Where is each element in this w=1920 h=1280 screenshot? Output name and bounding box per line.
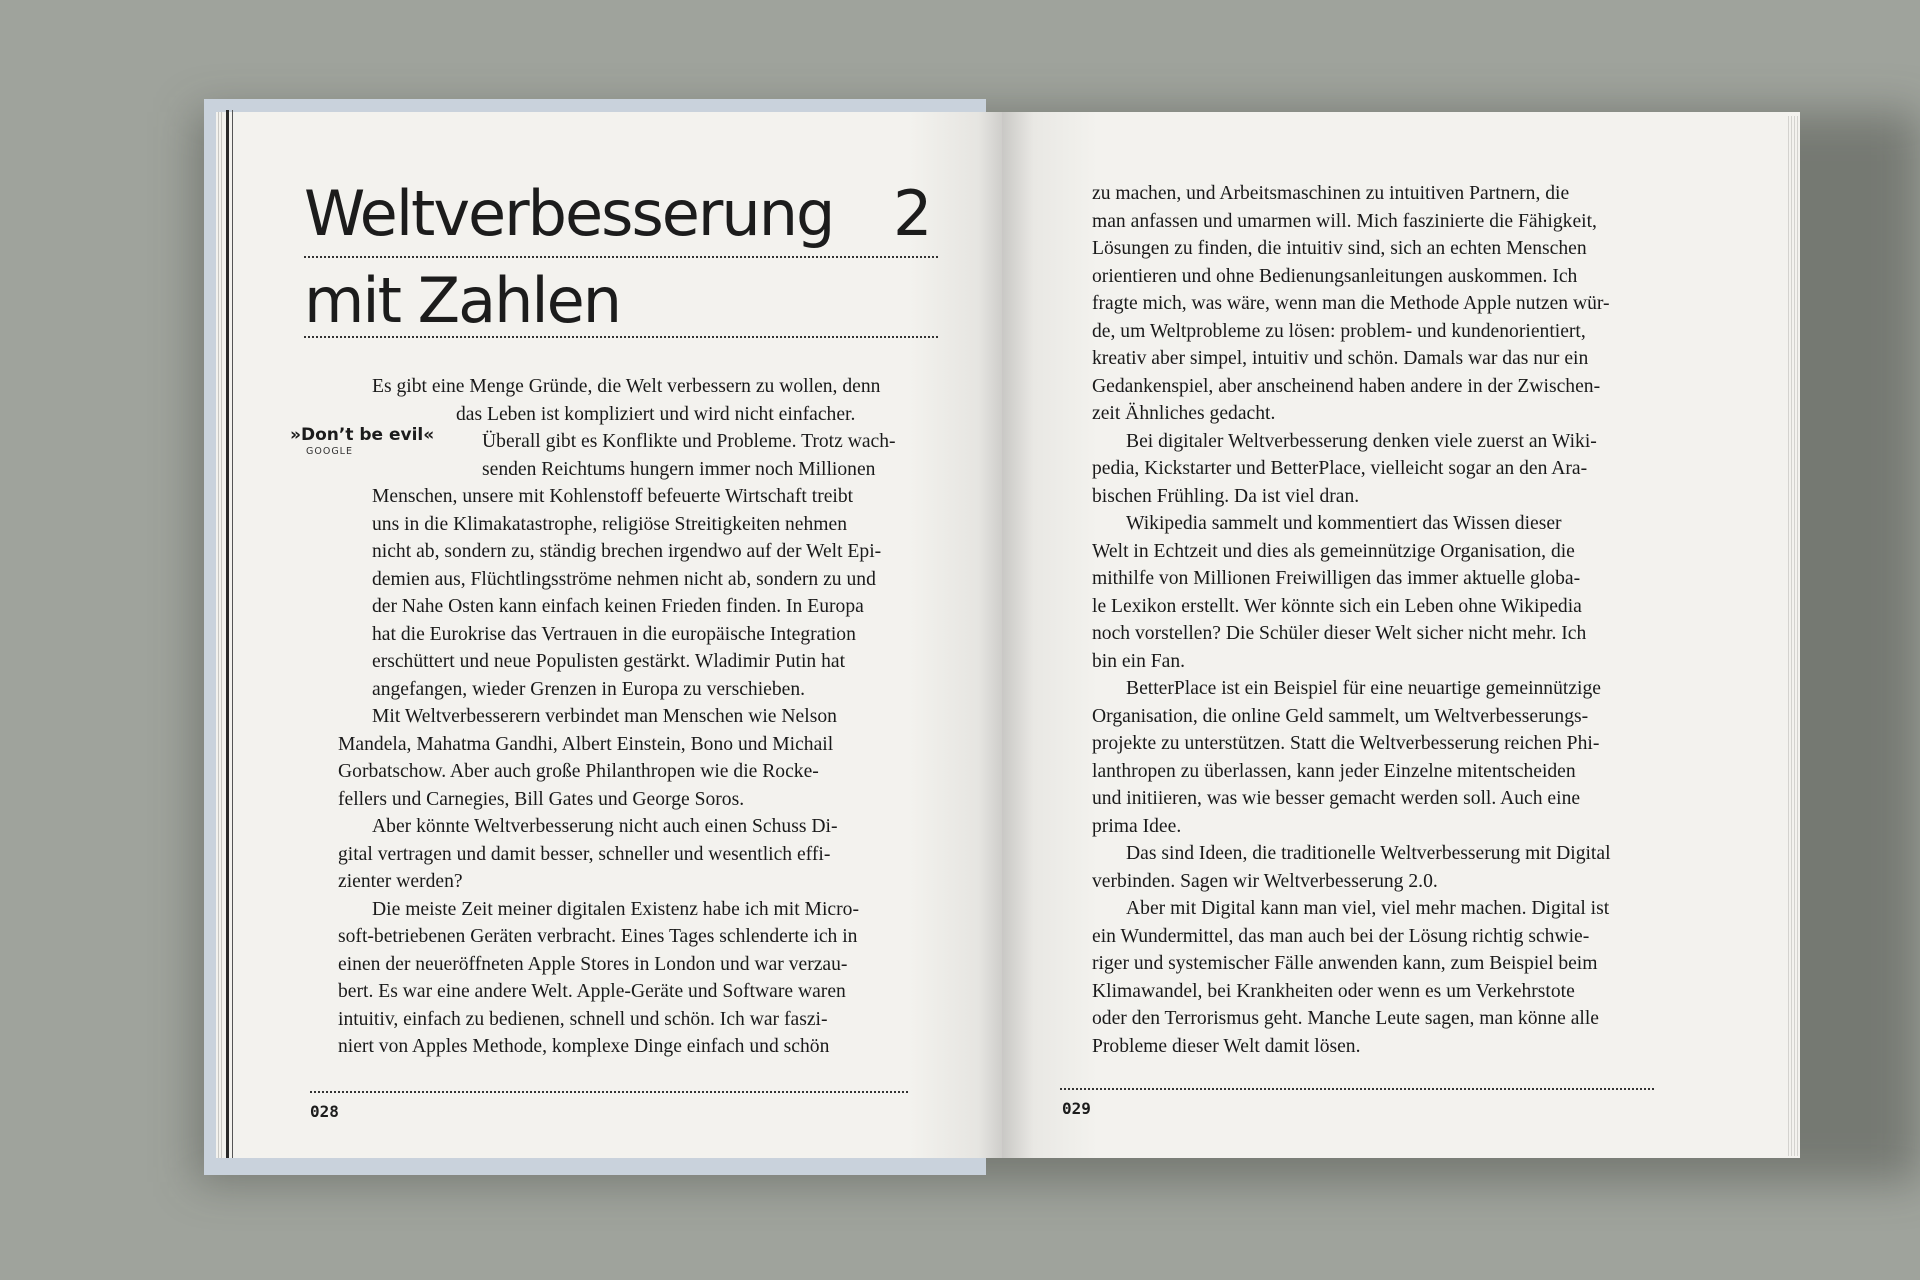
text-line: zu machen, und Arbeitsmaschinen zu intuitiven Partnern, die	[1092, 183, 1570, 204]
text-line: Probleme dieser Welt damit lösen.	[1092, 1035, 1361, 1057]
text-line: Menschen, unsere mit Kohlenstoff befeuerte Wirtschaft treibt	[372, 486, 854, 507]
paragraph	[1092, 895, 1654, 1060]
page-number-left: 028	[310, 1102, 339, 1121]
text-line: Die meiste Zeit meiner digitalen Existenz habe ich mit Micro-	[372, 898, 859, 920]
text-line: de, um Weltprobleme zu lösen: problem- und kundenorientiert,	[1092, 320, 1586, 342]
text-line: orientieren und ohne Bedienungsanleitungen auskommen. Ich	[1092, 265, 1578, 287]
paragraph	[1092, 510, 1654, 675]
text-line: Gorbatschow. Aber auch große Philanthropen wie die Rocke-	[338, 761, 819, 782]
paragraph	[338, 813, 908, 896]
text-line: man anfassen und umarmen will. Mich faszinierte die Fähigkeit,	[1092, 210, 1597, 232]
text-line: Mit Weltverbesserern verbindet man Menschen wie Nelson	[372, 706, 837, 727]
text-line: Lösungen zu finden, die intuitiv sind, sich an echten Menschen	[1092, 238, 1587, 259]
text-line: ein Wundermittel, das man auch bei der Lösung richtig schwie-	[1092, 925, 1590, 947]
text-line: zeit Ähnliches gedacht.	[1092, 403, 1276, 424]
chapter-number: 2	[893, 177, 933, 250]
text-line: niert von Apples Methode, komplexe Dinge einfach und schön	[338, 1036, 830, 1057]
text-line: Überall gibt es Konflikte und Probleme. Trotz wach-	[482, 431, 896, 452]
text-line: riger und systemischer Fälle anwenden kann, zum Beispiel beim	[1092, 953, 1598, 974]
left-page-edges	[216, 112, 224, 1158]
text-line: senden Reichtums hungern immer noch Millionen	[482, 458, 876, 480]
paragraph	[1092, 840, 1654, 895]
text-line: Das sind Ideen, die traditionelle Weltverbesserung mit Digital	[1126, 843, 1611, 864]
text-line: bischen Frühling. Da ist viel dran.	[1092, 485, 1360, 507]
text-line: pedia, Kickstarter und BetterPlace, vielleicht sogar an den Ara-	[1092, 458, 1588, 479]
text-line: erschüttert und neue Populisten gestärkt. Wladimir Putin hat	[372, 651, 846, 672]
pull-quote: »Don’t be evil«	[290, 425, 435, 445]
ribbon-edge	[226, 110, 229, 1158]
text-line: uns in die Klimakatastrophe, religiöse Streitigkeiten nehmen	[372, 513, 848, 535]
text-line: Es gibt eine Menge Gründe, die Welt verbessern zu wollen, denn	[372, 376, 881, 397]
text-line: lanthropen zu überlassen, kann jeder Einzelne mitentscheiden	[1092, 760, 1576, 782]
text-line: bert. Es war eine andere Welt. Apple-Geräte und Software waren	[338, 981, 846, 1002]
page-number-right: 029	[1062, 1099, 1091, 1118]
text-line: Organisation, die online Geld sammelt, um Weltverbesserungs-	[1092, 705, 1589, 727]
paragraph	[338, 896, 908, 1061]
text-line: hat die Eurokrise das Vertrauen in die europäische Integration	[372, 623, 856, 645]
text-line: zienter werden?	[338, 871, 463, 892]
text-line: Klimawandel, bei Krankheiten oder wenn es um Verkehrstote	[1092, 980, 1575, 1002]
text-line: soft-betriebenen Geräten verbracht. Eines Tages schlenderte ich in	[338, 926, 858, 947]
text-line: gital vertragen und damit besser, schneller und wesentlich effi-	[338, 843, 831, 865]
text-line: Aber könnte Weltverbesserung nicht auch einen Schuss Di-	[372, 816, 838, 837]
text-line: das Leben ist kompliziert und wird nicht einfacher.	[456, 403, 856, 425]
right-page-edges	[1786, 116, 1800, 1156]
text-line: und initiieren, was wie besser gemacht werden soll. Auch eine	[1092, 788, 1581, 809]
text-line: angefangen, wieder Grenzen in Europa zu verschieben.	[372, 678, 806, 700]
chapter-title-line-2: mit Zahlen	[304, 264, 621, 337]
ribbon-edge-thin	[232, 110, 233, 1158]
text-line: le Lexikon erstellt. Wer könnte sich ein Leben ohne Wikipedia	[1092, 595, 1582, 617]
footer-divider-left	[310, 1091, 908, 1093]
paragraph	[1092, 428, 1654, 511]
text-line: bin ein Fan.	[1092, 650, 1186, 672]
text-line: kreativ aber simpel, intuitiv und schön. Damals war das nur ein	[1092, 348, 1589, 369]
text-line: der Nahe Osten kann einfach keinen Frieden finden. In Europa	[372, 596, 864, 617]
text-line: Mandela, Mahatma Gandhi, Albert Einstein, Bono und Michail	[338, 733, 834, 755]
title-divider-2	[304, 336, 938, 338]
text-line: fellers und Carnegies, Bill Gates und George Soros.	[338, 788, 745, 810]
text-line: projekte zu unterstützen. Statt die Weltverbesserung reichen Phi-	[1092, 733, 1600, 754]
right-body-text	[1092, 180, 1654, 1060]
text-line: fragte mich, was wäre, wenn man die Methode Apple nutzen wür-	[1092, 293, 1610, 314]
paragraph	[1092, 675, 1654, 840]
text-line: Welt in Echtzeit und dies als gemeinnützige Organisation, die	[1092, 540, 1575, 562]
left-body-text	[338, 373, 908, 1061]
text-line: Wikipedia sammelt und kommentiert das Wissen dieser	[1126, 513, 1562, 534]
paragraph	[1092, 180, 1654, 428]
text-line: einen der neueröffneten Apple Stores in London und war verzau-	[338, 953, 848, 975]
text-line: intuitiv, einfach zu bedienen, schnell und schön. Ich war faszi-	[338, 1008, 828, 1030]
footer-divider-right	[1060, 1088, 1654, 1090]
text-line: noch vorstellen? Die Schüler dieser Welt sicher nicht mehr. Ich	[1092, 623, 1587, 644]
text-line: Bei digitaler Weltverbesserung denken viele zuerst an Wiki-	[1126, 430, 1597, 452]
text-line: demien aus, Flüchtlingsströme nehmen nicht ab, sondern zu und	[372, 568, 876, 590]
text-line: oder den Terrorismus geht. Manche Leute sagen, man könne alle	[1092, 1008, 1599, 1029]
text-line: nicht ab, sondern zu, ständig brechen irgendwo auf der Welt Epi-	[372, 541, 882, 562]
chapter-title-line-1: Weltverbesserung	[304, 177, 834, 250]
text-line: Gedankenspiel, aber anscheinend haben andere in der Zwischen-	[1092, 375, 1601, 397]
text-line: Aber mit Digital kann man viel, viel mehr machen. Digital ist	[1126, 898, 1610, 919]
title-divider-1	[304, 256, 938, 258]
pull-quote-source: GOOGLE	[306, 446, 353, 457]
paragraph	[338, 703, 908, 813]
text-line: verbinden. Sagen wir Weltverbesserung 2.0.	[1092, 870, 1438, 892]
text-line: prima Idee.	[1092, 815, 1182, 837]
text-line: BetterPlace ist ein Beispiel für eine neuartige gemeinnützige	[1126, 678, 1601, 699]
text-line: mithilfe von Millionen Freiwilligen das immer aktuelle globa-	[1092, 568, 1581, 589]
paragraph	[338, 373, 908, 703]
